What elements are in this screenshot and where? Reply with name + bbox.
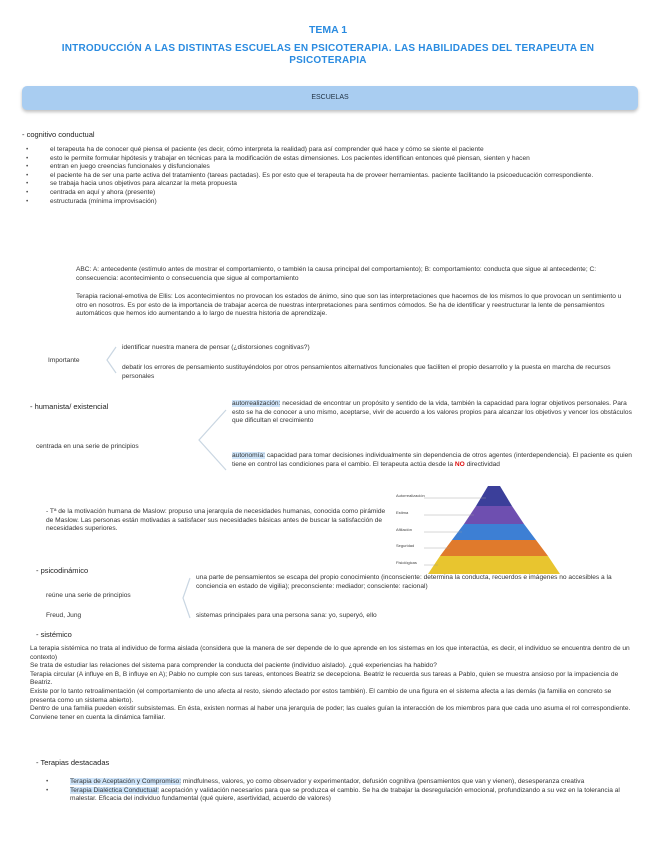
tema-label: TEMA 1 [308, 24, 348, 36]
brace-icon [180, 576, 192, 620]
autonomia: autonomía: capacidad para tomar decisiones individualmente sin dependencia de otros agentes (interdependencia). El paciente es quien tiene en control las condiciones para el cambio. El terapeuta actúa desde la NO directividad [232, 452, 632, 468]
maslow-theory: - Tª de la motivación humana de Maslow: propuso una jerarquía de necesidades humanas, conocida como pirámide de Maslow. Las personas están motivadas a satisfacer sus necesidades básicas antes de buscar la satisfacción de necesidades superiores. [46, 508, 386, 533]
autorrealizacion: autorrealización: necesidad de encontrar un propósito y sentido de la vida, también la capacidad para lograr objetivos personales. Para esto se ha de conocer a uno mismo, aceptarse, vivir de acuerdo a los valores propios para alcanzar los objetivos y vencer los obstáculos que dificultan el crecimiento [232, 400, 632, 425]
maslow-pyramid-image [396, 484, 636, 576]
pyramid-label: Fisiológicas [396, 560, 417, 565]
pyramid-label: Afiliación [396, 527, 413, 532]
cognitivo-heading: - cognitivo conductual [22, 130, 95, 139]
list-item: • se trabaja hacia unos objetivos para alcanzar la meta propuesta [50, 180, 620, 189]
sistemico-paragraph: Existe por lo tanto retroalimentación (el comportamiento de uno afecta al resto, siendo afectado por estos también). El cambio de una figura en el sistema afecta a las demás (la familia en concreto se presenta como un sistema abierto). [30, 687, 612, 704]
sistemico-body [30, 645, 635, 722]
psicodinamico-freud: Freud, Jung [46, 612, 82, 619]
list-item: • entran en juego creencias funcionales y disfuncionales [50, 163, 620, 172]
sistemico-paragraph: La terapia sistémica no trata al individuo de forma aislada (considera que la manera de ser depende de lo que aprende en los sistemas en los que interactúa, es decir, el individuo se encuentra dentro de un contexto) [30, 645, 630, 661]
cognitivo-bullets [50, 146, 620, 206]
abc-model: ABC: A: antecedente (estímulo antes de mostrar el comportamiento, o también la causa principal del comportamiento); B: comportamiento: conducta que sigue al antecedente; C: consecuencia: acontecimiento o consecuencia que sigue al comportamiento [76, 266, 597, 282]
brace-icon [196, 408, 228, 472]
list-item: • el paciente ha de ser una parte activa del tratamiento (tareas pactadas). Es por esto que el terapeuta ha de proveer herramientas. paciente facilitando la psicoeducación correspondiente. [50, 172, 620, 181]
psicodinamico-heading: - psicodinámico [36, 566, 89, 575]
pyramid-label: Seguridad [396, 543, 415, 548]
list-item: • el terapeuta ha de conocer qué piensa el paciente (es decir, cómo interpreta la realidad) para así comprender qué hace y cómo se siente el paciente [50, 146, 620, 155]
importante-2: debatir los errores de pensamiento sustituyéndolos por otros pensamientos alternativos funcionales que faciliten el propio desarrollo y la puesta en marcha de recursos personales [122, 364, 611, 380]
list-item: • centrada en aquí y ahora (presente) [50, 189, 620, 198]
sistemico-paragraph: Terapia circular (A influye en B, B influye en A); Pablo no cumple con sus tareas, entonces Beatriz se decepciona. Beatriz le recuerda sus tareas a Pablo, quien se muestra ansioso por la impaciencia de Beatriz. [30, 670, 619, 687]
sistemico-paragraph: Dentro de una familia pueden existir subsistemas. En ésta, existen normas al haber una jerarquía de poder; las cuales guían la interacción de los miembros para que cada uno asuma el rol correspondiente. Conviene tener en cuenta la dinámica familiar. [30, 705, 631, 721]
pyramid-label: Estima [396, 510, 409, 515]
humanista-heading: - humanista/ existencial [30, 402, 109, 411]
list-item: • Terapia Dialéctica Conductual: aceptación y validación necesarios para que se produzca el cambio. Se ha de trabajar la desregulación emocional, profundizando a su vez en la tolerancia al malestar. Eficacia del individuo fundamental (qué quiere, asertividad, acuerdo de valores) [70, 787, 630, 804]
page-title: INTRODUCCIÓN A LAS DISTINTAS ESCUELAS EN PSICOTERAPIA. LAS HABILIDADES DEL TERAPEUTA EN PSICOTERAPIA [61, 43, 595, 66]
section-banner: ESCUELAS [22, 86, 638, 110]
humanista-centrada: centrada en una serie de principios [36, 443, 139, 450]
list-item: • Terapia de Aceptación y Compromiso: mindfulness, valores, yo como observador y experimentador, defusión cognitiva (pensamientos que van y vienen), desesperanza creativa [70, 778, 630, 787]
brace-icon [104, 345, 118, 375]
ellis-therapy: Terapia racional-emotiva de Ellis: Los acontecimientos no provocan los estados de ánimo, sino que son las interpretaciones que hacemos de los mismos lo que provocan un sentimiento u otro en nosotros. Es por esto de la importancia de trabajar acerca de nuestras interpretaciones para sentirnos cómodos. Se ha de identificar y reestructurar la lente de pensamientos automáticos que hemos ido aumentando a lo largo de nuestra historia de aprendizaje. [76, 293, 622, 318]
terapias-heading: - Terapias destacadas [36, 758, 110, 767]
sistemico-heading: - sistémico [36, 630, 72, 639]
terapias-list [70, 778, 630, 804]
psicodinamico-text2: sistemas principales para una persona sana: yo, superyó, ello [196, 612, 377, 619]
list-item: • esto le permite formular hipótesis y trabajar en técnicas para la modificación de estas dimensiones. Los pacientes identifican entonces qué piensan, sienten y hacen [50, 155, 620, 164]
importante-1: identificar nuestra manera de pensar (¿distorsiones cognitivas?) [122, 344, 310, 351]
list-item: • estructurada (mínima improvisación) [50, 198, 620, 207]
sistemico-paragraph: Se trata de estudiar las relaciones del sistema para comprender la conducta del paciente (individuo aislado). ¿qué experiencias ha habido? [30, 662, 437, 670]
psicodinamico-text1: una parte de pensamientos se escapa del propio conocimiento (inconsciente: determina la conducta, recuerdos e imágenes no accesibles a la conciencia en estado de vigilia); preconsciente: mediador; consciente: racional) [196, 574, 612, 590]
psicodinamico-reune: reúne una serie de principios [46, 592, 131, 599]
importante-label: Importante [48, 357, 80, 364]
pyramid-label: Autorrealización [396, 493, 425, 498]
